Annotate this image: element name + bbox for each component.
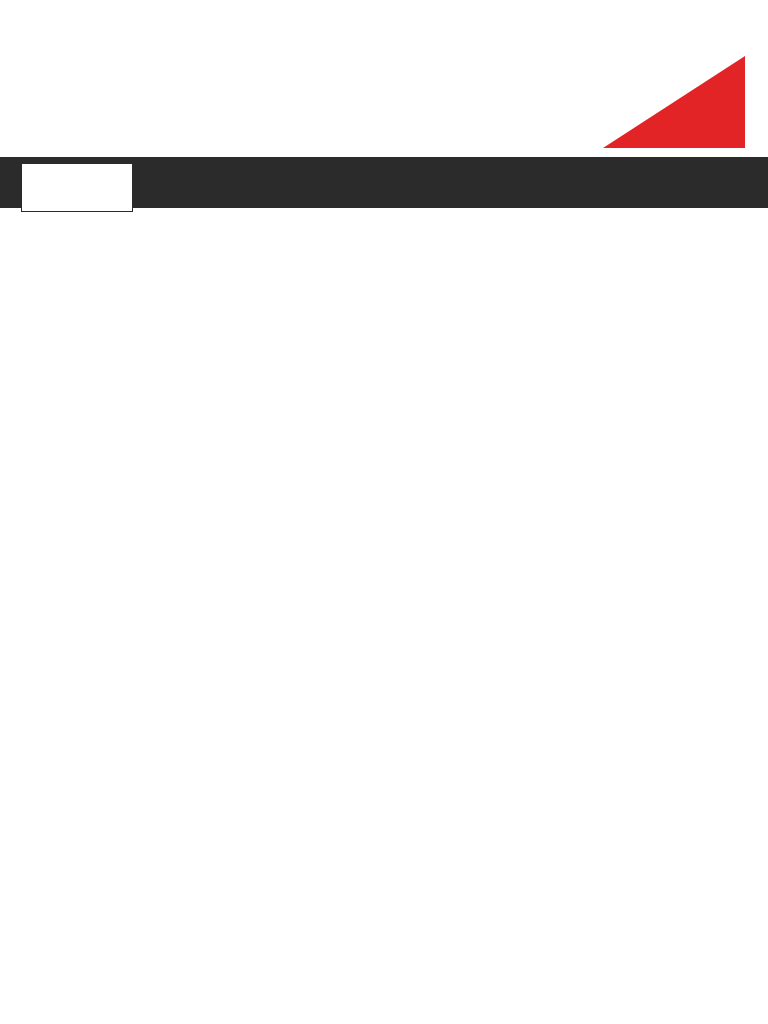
- rta-logo-icon: [595, 56, 745, 148]
- route-code-badge: [21, 163, 133, 212]
- government-of-dubai-logo: [44, 70, 184, 78]
- page-header: [0, 0, 768, 150]
- rta-name-block: [400, 96, 610, 99]
